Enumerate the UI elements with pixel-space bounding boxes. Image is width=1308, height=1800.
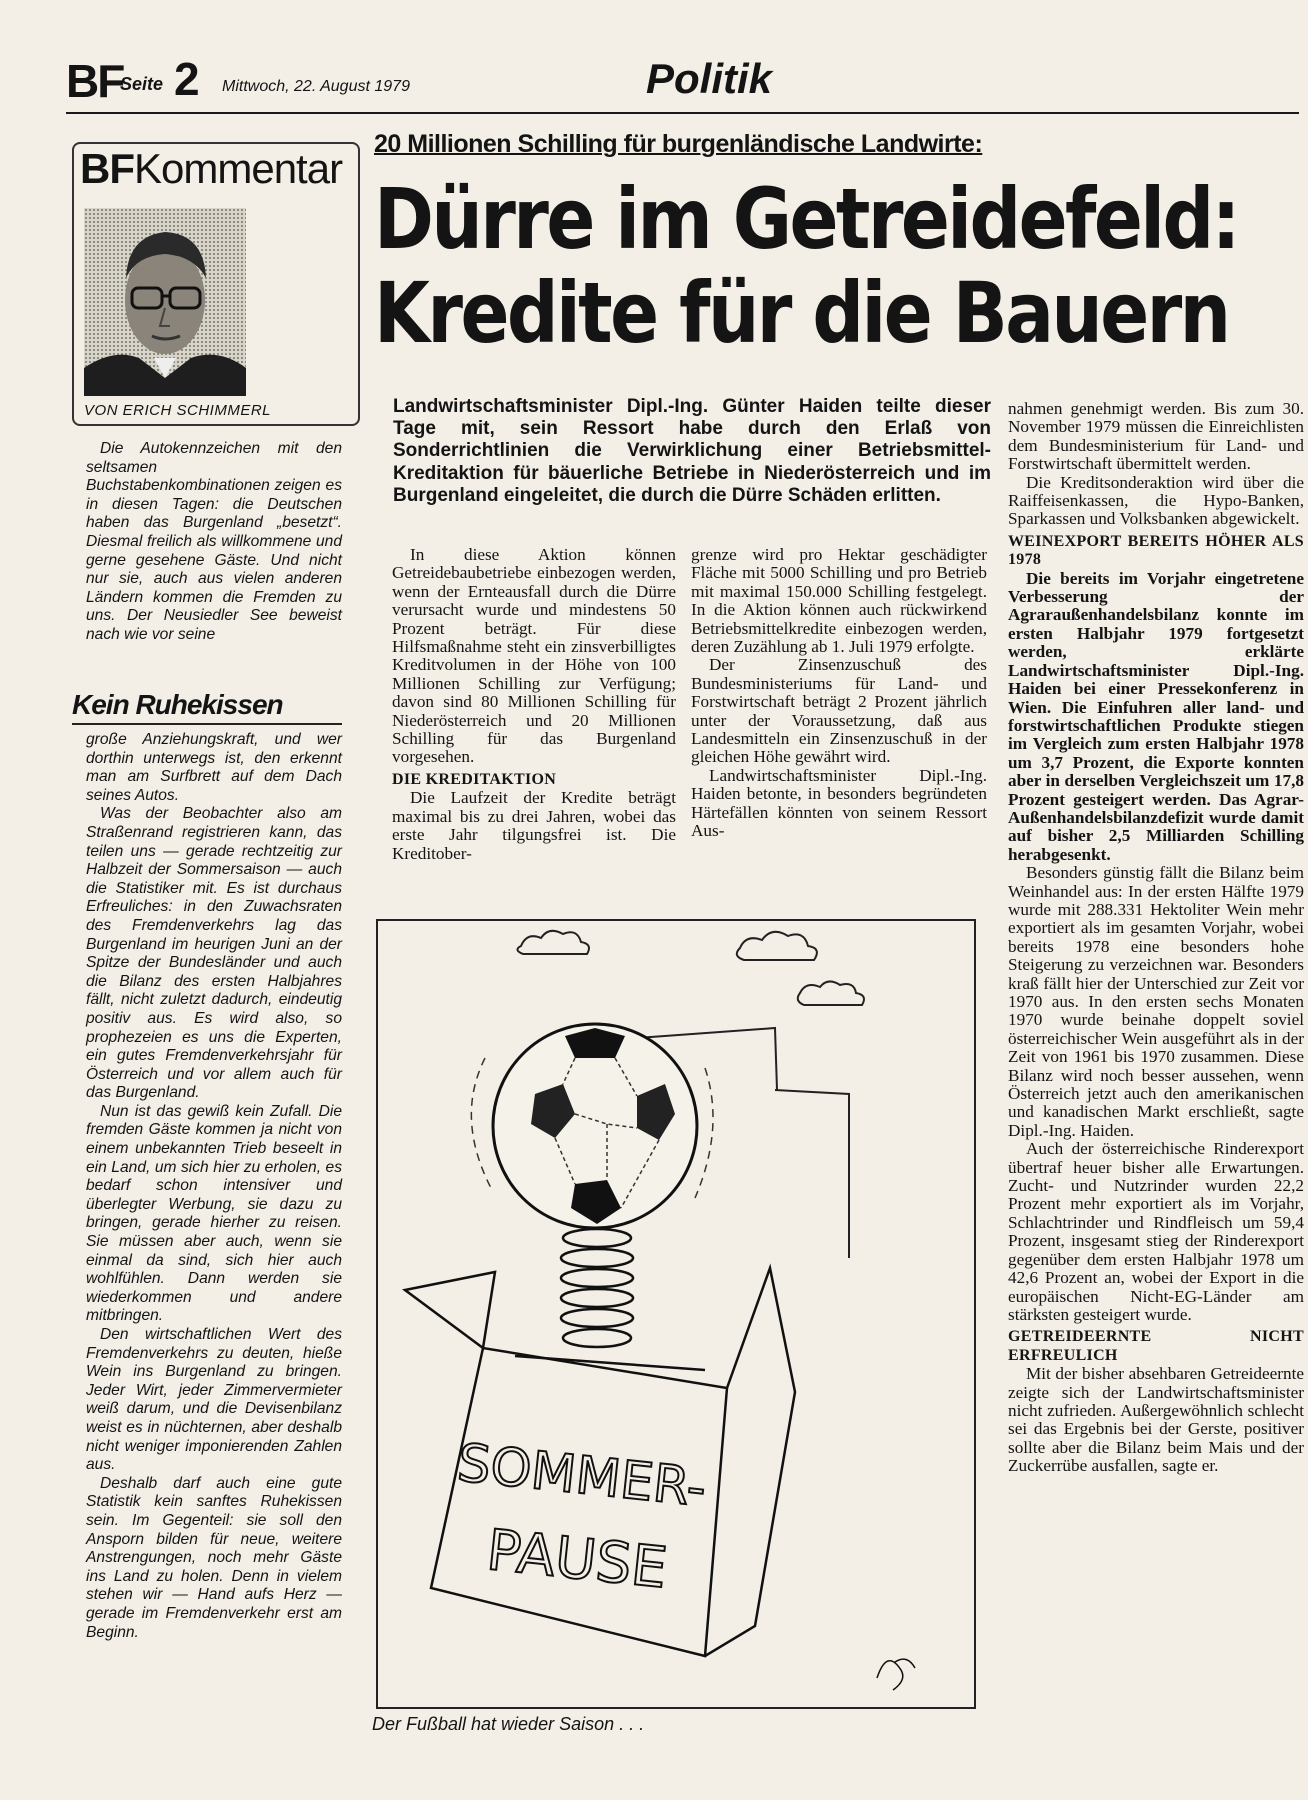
cartoon-text-line-1: SOMMER- <box>454 1433 709 1519</box>
article-headline <box>374 170 1238 362</box>
article-kicker: 20 Millionen Schilling für burgenländische Landwirte: <box>374 130 983 158</box>
cartoon-caption: Der Fußball hat wieder Saison . . . <box>372 1714 645 1734</box>
article-column-3 <box>1008 400 1304 1476</box>
article-paragraph: Landwirtschaftsminister Dipl.-Ing. Haiden betonte, in besonders begründeten Härtefällen könnten von seinem Ressort Aus- <box>691 765 987 841</box>
kommentar-byline: VON ERICH SCHIMMERL <box>84 402 272 419</box>
kommentar-paragraph: Deshalb darf auch eine gute Statistik kein sanftes Ruhekissen sein. Im Gegenteil: sie soll den Ansporn bilden für neue, weitere Anstrengungen, noch mehr Gäste ins Land zu holen. Denn in vielem stehen wir — Hand aufs Herz — gerade im Fremdenverkehr erst am Beginn. <box>86 1474 342 1641</box>
cartoon-illustration <box>375 918 977 1710</box>
article-paragraph: Mit der bisher absehbaren Getreideernte zeigte sich der Landwirtschaftsminister nicht zufrieden. Außergewöhnlich schlecht sei das Ergebnis bei der Gerste, positiver sollte aber die Bilanz beim Mais und der Zuckerrübe ausfallen, sagte er. <box>1008 1364 1304 1476</box>
kommentar-paragraph: Was der Beobachter also am Straßenrand registrieren kann, das teilen uns — gerade rechtzeitig zur Halbzeit der Sommersaison — auch die Statistiker mit. Es ist durchaus Erfreuliches: in den Zuwachsraten des Fremdenverkehrs lag das Burgenland im heurigen Juni an der Spitze der Bundesländer und auch die Bilanz des ersten Halbjahres fällt, nicht zuletzt dadurch, eindeutig positiv aus. Es wird also, so prophezeien es uns die Experten, ein gutes Fremdenverkehrsjahr für Österreich und vor allem auch für das Burgenland. <box>86 805 342 1102</box>
headline-line-2: Kredite für die Bauern <box>374 264 1229 362</box>
kommentar-title-word: Kommentar <box>134 145 343 192</box>
article-paragraph: In diese Aktion können Getreidebaubetriebe einbezogen werden, wenn der Ernteausfall durch die Dürre verursacht wurde und mindestens 50 Prozent beträgt. Für diese Hilfsmaßnahme steht ein zinsverbilligtes Kreditvolumen in der Höhe von 100 Millionen Schilling zur Verfügung; davon sind 80 Millionen Schilling für Niederösterreich und 20 Millionen Schilling für das Burgenland vorgesehen. <box>392 545 676 767</box>
masthead <box>66 54 1299 114</box>
kommentar-paragraph: Den wirtschaftlichen Wert des Fremdenverkehrs zu deuten, hieße Wein ins Burgenland zu bringen. Jeder Wirt, jeder Zimmervermieter weiß darum, und die Devisenbilanz weist es in nüchternen, aber deshalb nicht weniger imponierenden Zahlen aus. <box>86 1326 342 1474</box>
article-paragraph: Die Kreditsonderaktion wird über die Raiffeisenkassen, die Hypo-Banken, Sparkassen und Volksbanken abgewickelt. <box>1008 472 1304 529</box>
cartoon-text-line-2: PAUSE <box>483 1517 671 1602</box>
article-lead: Landwirtschaftsminister Dipl.-Ing. Günter Haiden teilte dieser Tage mit, sein Ressort habe durch den Erlaß von Sonderrichtlinien die Verwirklichung einer Betriebsmittel-Kreditaktion für bäuerliche Betriebe in Niederösterreich und im Burgenland eingeleitet, die durch die Dürre Schäden erlitten. <box>393 396 991 506</box>
article-paragraph-bold: Die bereits im Vorjahr eingetretene Verbesserung der Agraraußenhandelsbilanz konnte im ersten Halbjahr 1979 fortgesetzt werden, erklärte Landwirtschaftsminister Dipl.-Ing. Haiden bei einer Pressekonferenz in Wien. Die Einfuhren aller land- und forstwirtschaftlichen Produkte stiegen im Vergleich zum ersten Halbjahr 1978 um 3,7 Prozent, die Exporte konnten aber in derselben Vergleichszeit um 17,8 Prozent gesteigert werden. Das Agrar-Außenhandelsbilanzdefizit wurde damit auf bisher 2,5 Milliarden Schilling herabgesenkt. <box>1008 568 1304 864</box>
artist-signature <box>877 1659 915 1690</box>
spring-icon <box>561 1229 633 1347</box>
cloud-icon <box>517 931 589 954</box>
article-column-2 <box>691 546 987 841</box>
kommentar-intro <box>86 440 342 645</box>
kommentar-paragraph: Nun ist das gewiß kein Zufall. Die fremden Gäste kommen ja nicht von einem unbekannten Trieb beseelt in ein Land, um sich hier zu erholen, es bedarf schon intensiver und überlegter Werbung, sie dazu zu bringen, gerade hierher zu reisen. Sie müssen aber auch, wenn sie einmal da sind, sich hier auch wohlfühlen. Dann werden sie wiederkommen und andere mitbringen. <box>86 1102 342 1325</box>
cloud-icon <box>737 932 817 960</box>
article-subhead: GETREIDEERNTE NICHT ERFREULICH <box>1008 1328 1304 1364</box>
kommentar-title <box>80 146 342 192</box>
headline-line-1: Dürre im Getreidefeld: <box>374 170 1238 268</box>
kommentar-header-box <box>72 142 360 426</box>
section-title: Politik <box>646 55 773 102</box>
kommentar-intro-text: Die Autokennzeichen mit den seltsamen Buchstabenkombinationen zeigen es in diesen Tagen: die Deutschen haben das Burgenland „besetzt“. Diesmal freilich als willkommene und gerne gesehene Gäste. Und nicht nur sie, auch aus vielen anderen Ländern kommen die Fremden zu uns. Der Neusiedler See beweist nach wie vor seine <box>86 440 342 643</box>
newspaper-logo: BF <box>66 55 124 107</box>
article-paragraph: grenze wird pro Hektar geschädigter Fläche mit 5000 Schilling und pro Betrieb mit maximal 150.000 Schilling festgelegt. In die Aktion können auch rückwirkend Betriebsmittelkredite einbezogen werden, deren Zuzählung ab 1. Juli 1979 erfolgte. <box>691 545 987 657</box>
issue-date: Mittwoch, 22. August 1979 <box>222 78 410 95</box>
football-icon <box>471 1024 713 1228</box>
article-subhead: WEINEXPORT BEREITS HÖHER ALS 1978 <box>1008 532 1304 569</box>
article-paragraph: Besonders günstig fällt die Bilanz beim Weinhandel aus: In der ersten Hälfte 1979 wurde mit 288.331 Hektoliter Wein mehr exportiert als im gesamten Vorjahr, wobei bereits 1978 eine besonders hohe Steigerung zu verzeichnen war. Besonders kraß fällt hier der Unterschied zur Zeit vor 1970 aus. In den ersten sechs Monaten 1970 wurde beinahe doppelt soviel österreichischer Wein ausgeführt als in der Zeit von 1961 bis 1970 zusammen. Diese Bilanz wird noch besser aussehen, wenn Österreich jetzt auch den amerikanischen und kanadischen Markt erschließt, sagte Dipl.-Ing. Haiden. <box>1008 863 1304 1140</box>
article-paragraph: Der Zinsenzuschuß des Bundesministeriums für Land- und Forstwirtschaft beträgt 2 Prozent jährlich unter der Voraussetzung, daß aus Landesmitteln ein Zinsenzuschuß in der gleichen Höhe gewährt wird. <box>691 655 987 767</box>
article-paragraph: Die Laufzeit der Kredite beträgt maximal bis zu drei Jahren, wobei das erste Jahr tilgungsfrei ist. Die Kreditober- <box>392 788 676 863</box>
kommentar-paragraph: große Anziehungskraft, und wer dorthin unterwegs ist, den erkennt man am Surfbrett auf dem Dach seines Autos. <box>86 731 342 804</box>
article-column-1 <box>392 546 676 863</box>
article-paragraph: Auch der österreichische Rinderexport übertraf heuer bisher alle Erwartungen. Zucht- und Nutzrinder wurden 22,2 Prozent mehr exportiert als im Vorjahr, Schlachtrinder und Rindfleisch um 59,4 Prozent, insgesamt stieg der Rinderexport gegenüber dem ersten Halbjahr 1978 um 42,6 Prozent an, wobei der Export in die europäischen Nicht-EG-Länder am stärksten gesteigert wurde. <box>1008 1139 1304 1324</box>
article-subhead: DIE KREDITAKTION <box>392 770 557 788</box>
cloud-icon <box>798 981 864 1005</box>
page-number: 2 <box>174 53 200 105</box>
article-paragraph: nahmen genehmigt werden. Bis zum 30. November 1979 müssen die Einreichlisten dem Bundesministerium für Land- und Forstwirtschaft übermittelt werden. <box>1008 399 1304 474</box>
kommentar-title-bf: BF <box>80 145 134 192</box>
kommentar-body <box>86 731 342 1642</box>
page-label: Seite <box>120 74 164 94</box>
author-portrait <box>84 208 246 396</box>
kommentar-subhead: Kein Ruhekissen <box>72 689 342 725</box>
